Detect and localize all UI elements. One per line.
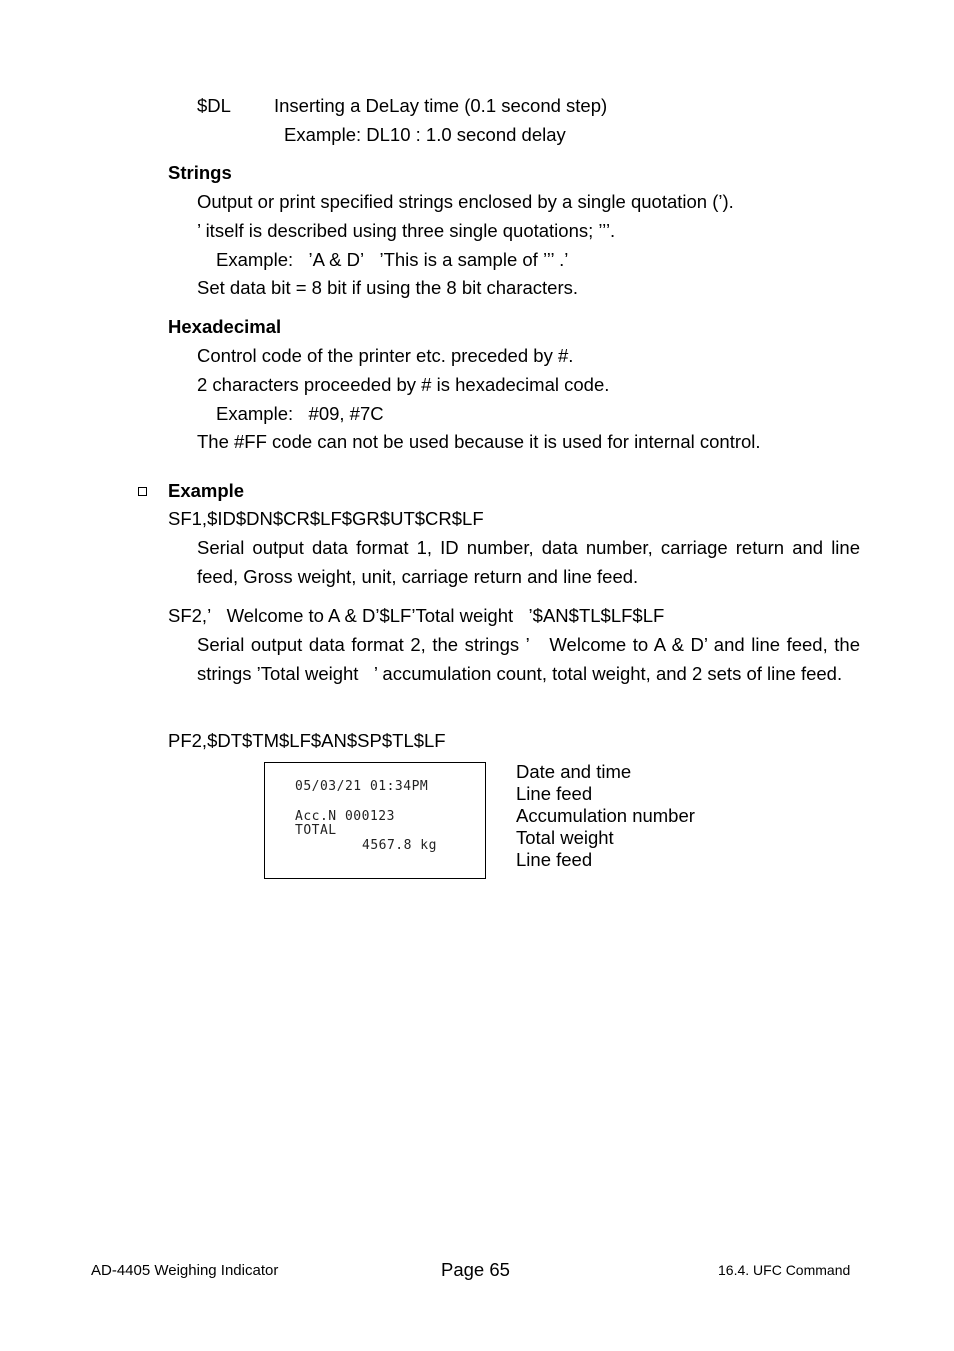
strings-heading: Strings xyxy=(168,162,232,183)
strings-line-2: ’ itself is described using three single quotations; ’’’. xyxy=(197,220,616,241)
footer-right: 16.4. UFC Command xyxy=(718,1262,851,1278)
example-command-2: SF2,’ Welcome to A & D’$LF’Total weight ’$AN$TL$LF$LF xyxy=(168,605,665,626)
legend-item: Total weight xyxy=(516,827,614,848)
delay-example: Example: DL10 : 1.0 second delay xyxy=(284,124,566,145)
strings-example: Example: ’A & D’ ’This is a sample of ’’’ .’ xyxy=(216,249,569,270)
legend-item: Date and time xyxy=(516,761,632,782)
hexadecimal-line-1: Control code of the printer etc. preceded by #. xyxy=(197,345,574,366)
footer-page-number: Page 65 xyxy=(441,1259,510,1280)
footer-left: AD-4405 Weighing Indicator xyxy=(91,1262,279,1279)
delay-description: Inserting a DeLay time (0.1 second step) xyxy=(274,95,608,116)
printout-total-value: 4567.8 kg xyxy=(362,838,437,853)
example-command-1: SF1,$ID$DN$CR$LF$GR$UT$CR$LF xyxy=(168,508,484,529)
printout-total-label: TOTAL xyxy=(295,823,337,838)
example-description-1: Serial output data format 1, ID number, data number, carriage return and line feed, Gross weight, unit, carriage return and line feed. xyxy=(197,537,860,587)
printout-accumulation: Acc.N 000123 xyxy=(295,809,395,824)
printout-sample xyxy=(264,762,486,879)
strings-line-3: Set data bit = 8 bit if using the 8 bit characters. xyxy=(197,277,579,298)
bullet-square-icon xyxy=(138,487,147,496)
legend-item: Line feed xyxy=(516,849,593,870)
hexadecimal-line-2: 2 characters proceeded by # is hexadecimal code. xyxy=(197,374,610,395)
legend-item: Line feed xyxy=(516,783,593,804)
hexadecimal-line-3: The #FF code can not be used because it is used for internal control. xyxy=(197,431,761,452)
example-description-2: Serial output data format 2, the strings ’ Welcome to A & D’ and line feed, the strings ’Total weight ’ accumulation count, total weight, and 2 sets of line feed. xyxy=(197,634,860,684)
legend-item: Accumulation number xyxy=(516,805,695,826)
hexadecimal-example: Example: #09, #7C xyxy=(216,403,384,424)
printout-datetime: 05/03/21 01:34PM xyxy=(295,779,429,794)
example-command-3: PF2,$DT$TM$LF$AN$SP$TL$LF xyxy=(168,730,446,751)
strings-line-1: Output or print specified strings enclosed by a single quotation (’). xyxy=(197,191,734,212)
delay-code: $DL xyxy=(197,95,231,116)
hexadecimal-heading: Hexadecimal xyxy=(168,316,282,337)
example-heading: Example xyxy=(168,480,245,501)
